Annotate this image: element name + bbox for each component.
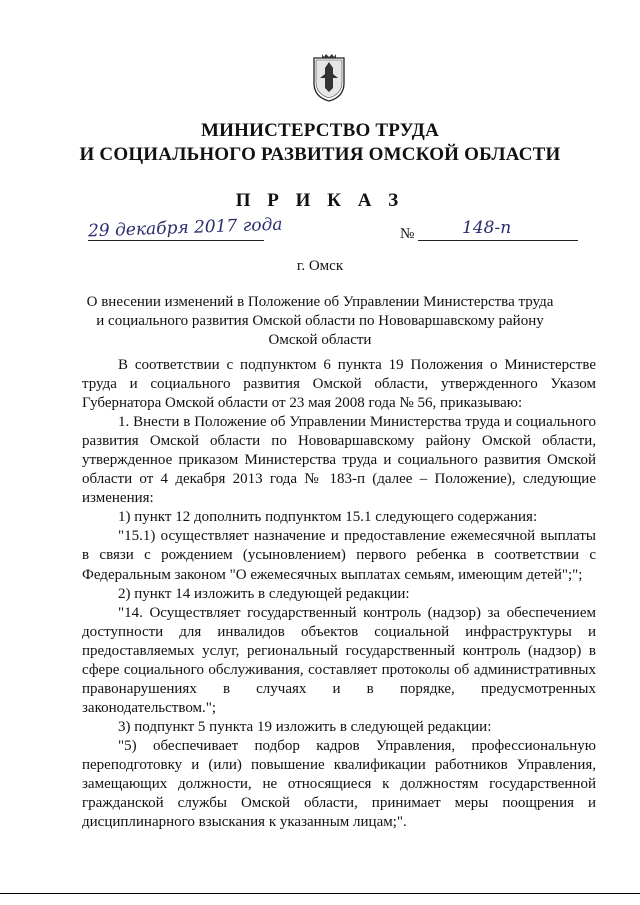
- document-type-title: П Р И К А З: [235, 190, 405, 211]
- number-label: №: [400, 226, 415, 242]
- number-underline: [418, 240, 578, 241]
- body-paragraph: 1. Внести в Положение об Управлении Министерства труда и социального развития Омской области по Нововаршавскому району Омской области, утвержденное приказом Министерства труда и социального развития Омской области от 4 декабря 2013 года № 183-п (далее – Положение), следующие изменения:: [82, 414, 596, 507]
- body-paragraph: В соответствии с подпунктом 6 пункта 19 Положения о Министерстве труда и социального развития Омской области, утвержденного Указом Губернатора Омской области от 23 мая 2008 года № 56, приказываю:: [82, 357, 596, 412]
- subject-line: и социального развития Омской области по Нововаршавскому району: [96, 313, 544, 329]
- body-paragraph: "5) обеспечивает подбор кадров Управления, профессиональную переподготовку и (или) повышение квалификации работников Управления, замещающих должности, не относящиеся к должностям государственной гражданской службы Омской области, принимает меры поощрения и дисциплинарного взыскания к указанным лицам;".: [82, 737, 596, 831]
- date-underline: [88, 240, 264, 241]
- ministry-name-line1: МИНИСТЕРСТВО ТРУДА: [201, 120, 439, 141]
- order-number-handwritten: 148-п: [462, 218, 512, 238]
- city-name: г. Омск: [296, 258, 344, 274]
- ministry-name-line2: И СОЦИАЛЬНОГО РАЗВИТИЯ ОМСКОЙ ОБЛАСТИ: [79, 144, 561, 165]
- order-body: [82, 356, 596, 832]
- subject-line: О внесении изменений в Положение об Управлении Министерства труда: [86, 294, 554, 310]
- subject-line: Омской области: [268, 332, 372, 348]
- body-paragraph: 2) пункт 14 изложить в следующей редакции:: [118, 585, 410, 602]
- order-subject: [70, 293, 570, 350]
- body-paragraph: 1) пункт 12 дополнить подпунктом 15.1 следующего содержания:: [118, 509, 538, 526]
- order-date-handwritten: 29 декабря 2017 года: [87, 214, 283, 242]
- body-paragraph: 3) подпункт 5 пункта 19 изложить в следующей редакции:: [118, 718, 492, 735]
- body-paragraph: "14. Осуществляет государственный контроль (надзор) за обеспечением доступности для инвалидов объектов социальной инфраструктуры и предоставляемых услуг, региональный государственный контроль (надзор) в сфере социального обслуживания, составляет протоколы об административных правонарушениях в случаях и в порядке, предусмотренных законодательством.";: [82, 604, 596, 716]
- scan-edge-line: [0, 893, 640, 894]
- body-paragraph: "15.1) осуществляет назначение и предоставление ежемесячной выплаты в связи с рождением (усыновлением) первого ребенка в соответствии с Федеральным законом "О ежемесячных выплатах семьям, имеющим детей";";: [82, 528, 596, 583]
- coat-of-arms-icon: [311, 53, 347, 103]
